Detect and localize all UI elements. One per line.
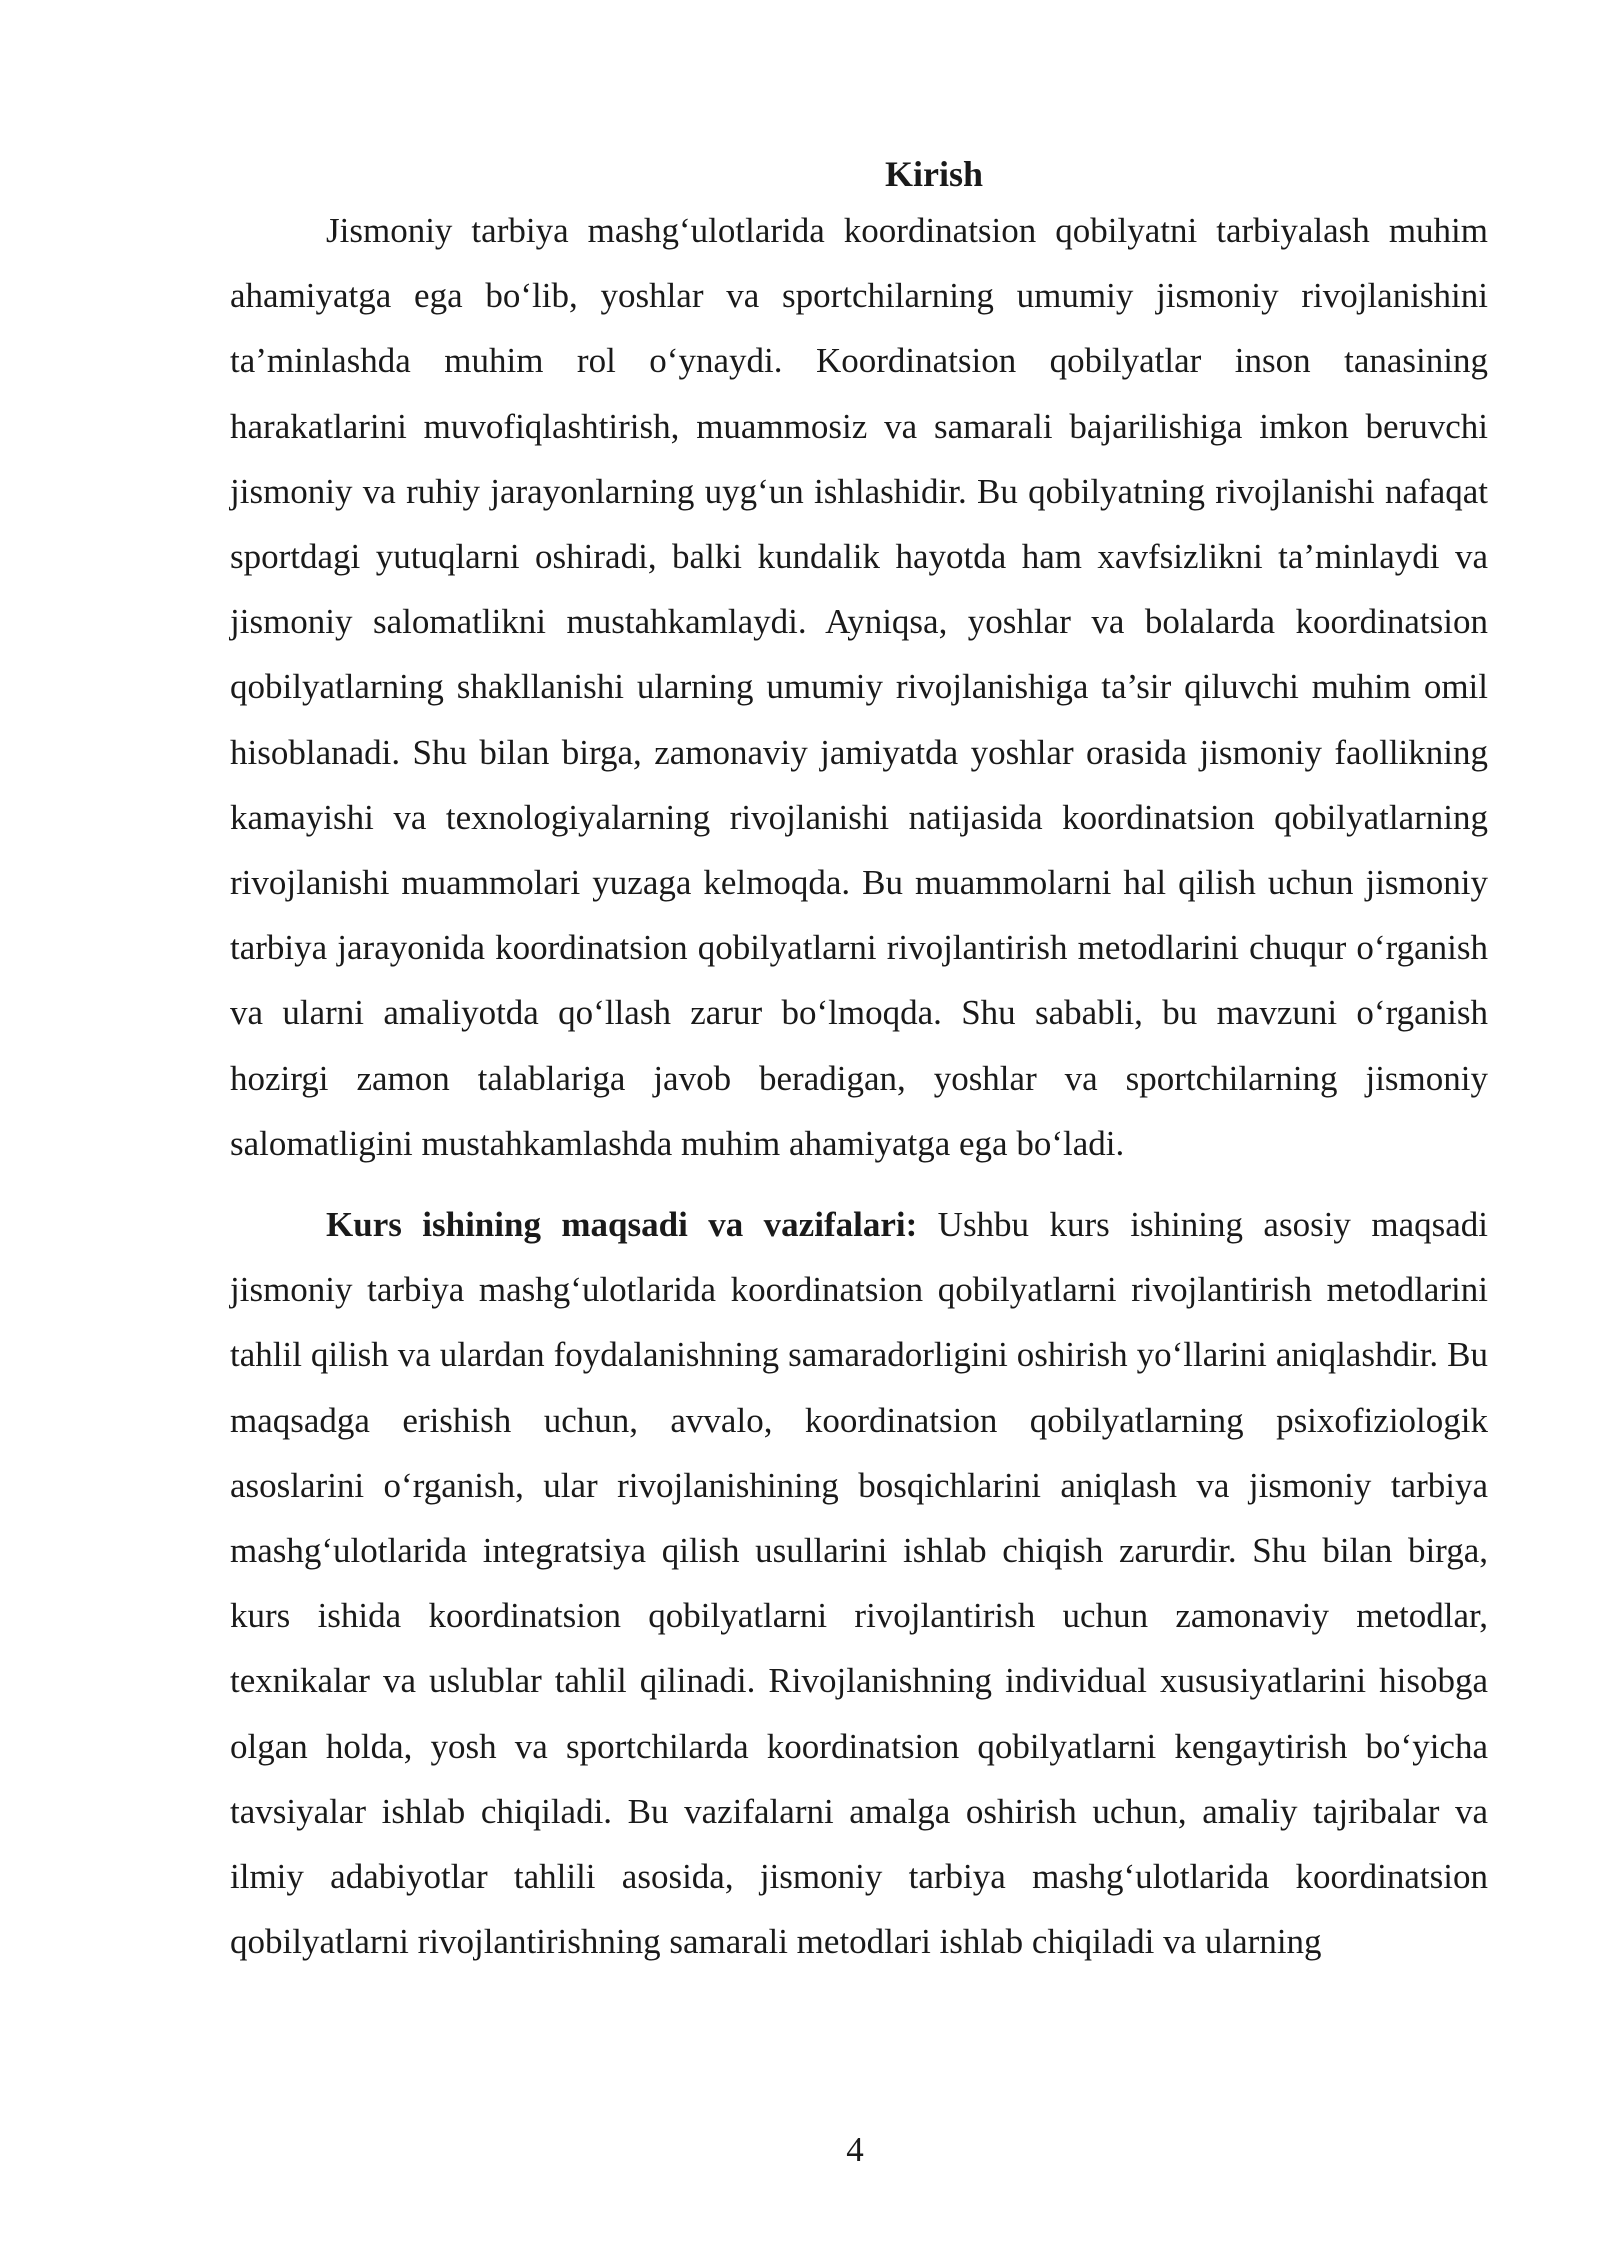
introduction-paragraph: Jismoniy tarbiya mashg‘ulotlarida koordinatsion qobilyatni tarbiyalash muhim ahamiyatga ega bo‘lib, yoshlar va sportchilarning umumiy jismoniy rivojlanishini ta’minlashda muhim rol o‘ynaydi. Koordinatsion qobilyatlar inson tanasining harakatlarini muvofiqlashtirish, muammosiz va samarali bajarilishiga imkon beruvchi jismoniy va ruhiy jarayonlarning uyg‘un ishlashidir. Bu qobilyatning rivojlanishi nafaqat sportdagi yutuqlarni oshiradi, balki kundalik hayotda ham xavfsizlikni ta’minlaydi va jismoniy salomatlikni mustahkamlaydi. Ayniqsa, yoshlar va bolalarda koordinatsion qobilyatlarning shakllanishi ularning umumiy rivojlanishiga ta’sir qiluvchi muhim omil hisoblanadi. Shu bilan birga, zamonaviy jamiyatda yoshlar orasida jismoniy faollikning kamayishi va texnologiyalarning rivojlanishi natijasida koordinatsion qobilyatlarning rivojlanishi muammolari yuzaga kelmoqda. Bu muammolarni hal qilish uchun jismoniy tarbiya jarayonida koordinatsion qobilyatlarni rivojlantirish metodlarini chuqur o‘rganish va ularni amaliyotda qo‘llash zarur bo‘lmoqda. Shu sababli, bu mavzuni o‘rganish hozirgi zamon talablariga javob beradigan, yoshlar va sportchilarning jismoniy salomatligini mustahkamlashda muhim ahamiyatga ega bo‘ladi. — [230, 211, 1488, 1163]
goals-paragraph — [230, 1192, 1488, 1974]
goals-paragraph-body: Ushbu kurs ishining asosiy maqsadi jismoniy tarbiya mashg‘ulotlarida koordinatsion qobilyatlarni rivojlantirish metodlarini tahlil qilish va ulardan foydalanishning samaradorligini oshirish yo‘llarini aniqlashdir. Bu maqsadga erishish uchun, avvalo, koordinatsion qobilyatlarning psixofiziologik asoslarini o‘rganish, ular rivojlanishining bosqichlarini aniqlash va jismoniy tarbiya mashg‘ulotlarida integratsiya qilish usullarini ishlab chiqish zarurdir. Shu bilan birga, kurs ishida koordinatsion qobilyatlarni rivojlantirish uchun zamonaviy metodlar, texnikalar va uslublar tahlil qilinadi. Rivojlanishning individual xususiyatlarini hisobga olgan holda, yosh va sportchilarda koordinatsion qobilyatlarni kengaytirish bo‘yicha tavsiyalar ishlab chiqiladi. Bu vazifalarni amalga oshirish uchun, amaliy tajribalar va ilmiy adabiyotlar tahlili asosida, jismoniy tarbiya mashg‘ulotlarida koordinatsion qobilyatlarni rivojlantirishning samarali metodlari ishlab chiqiladi va ularning — [230, 1205, 1488, 1962]
goals-paragraph-lead: Kurs ishining maqsadi va vazifalari: — [326, 1205, 918, 1245]
page-content — [230, 150, 1488, 1974]
page-number: 4 — [846, 2130, 864, 2169]
section-heading: Kirish — [884, 154, 983, 194]
